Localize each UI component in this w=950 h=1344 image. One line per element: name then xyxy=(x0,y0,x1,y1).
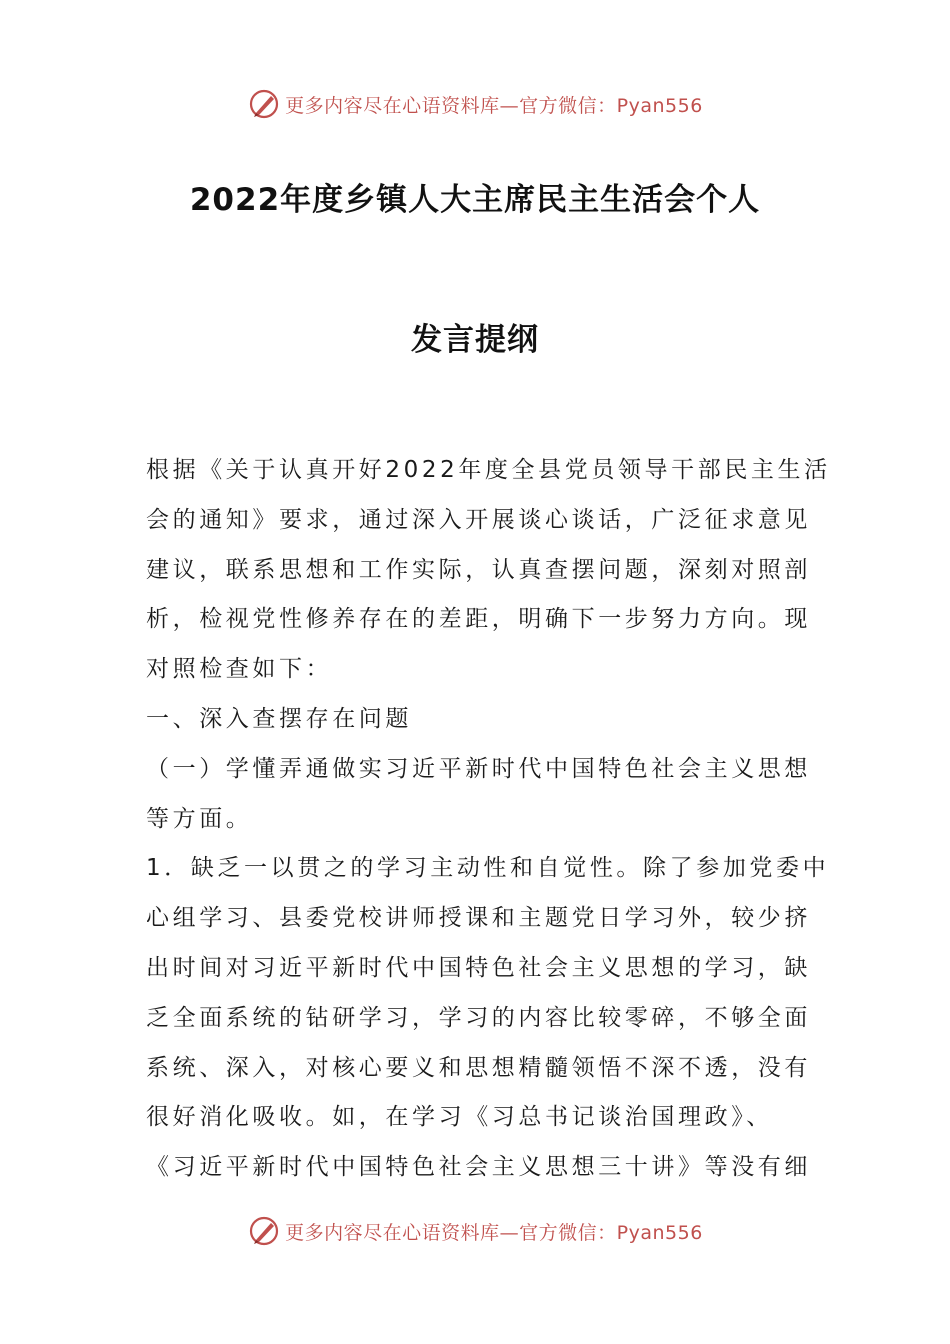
body-line: 很好消化吸收。如，在学习《习总书记谈治国理政》、 xyxy=(146,1104,773,1131)
body-line: 根据《关于认真开好2022年度全县党员领导干部民主生活 xyxy=(146,457,831,483)
body-line: 析，检视党性修养存在的差距，明确下一步努力方向。现 xyxy=(146,606,811,633)
watermark-footer xyxy=(0,1211,950,1251)
body-line: 等方面。 xyxy=(146,805,253,832)
body-line: 会的通知》要求，通过深入开展谈心谈话，广泛征求意见 xyxy=(146,506,811,533)
watermark-text: 更多内容尽在心语资料库—官方微信：Pyan556 xyxy=(285,94,703,117)
body-line: 对照检查如下： xyxy=(146,656,333,683)
body-line: 《习近平新时代中国特色社会主义思想三十讲》等没有细 xyxy=(146,1154,811,1181)
body-line: 心组学习、县委党校讲师授课和主题党日学习外，较少挤 xyxy=(146,905,811,932)
watermark-text: 更多内容尽在心语资料库—官方微信：Pyan556 xyxy=(285,1221,703,1244)
body-line: 乏全面系统的钻研学习，学习的内容比较零碎，不够全面 xyxy=(146,1004,811,1031)
subsection-heading: （一）学懂弄通做实习近平新时代中国特色社会主义思想 xyxy=(146,755,811,782)
body-line: 出时间对习近平新时代中国特色社会主义思想的学习，缺 xyxy=(146,954,811,981)
watermark-header xyxy=(0,84,950,124)
body-line: 系统、深入，对核心要义和思想精髓领悟不深不透，没有 xyxy=(146,1054,811,1081)
section-heading: 一、深入查摆存在问题 xyxy=(146,705,412,732)
document-title-line-1: 2022年度乡镇人大主席民主生活会个人 xyxy=(189,182,761,218)
document-title-line-2: 发言提纲 xyxy=(411,322,539,358)
document-body xyxy=(146,446,831,1193)
body-line: 建议，联系思想和工作实际，认真查摆问题，深刻对照剖 xyxy=(146,556,811,583)
body-line: 1．缺乏一以贯之的学习主动性和自觉性。除了参加党委中 xyxy=(146,855,830,882)
pen-circle-logo-icon xyxy=(247,1214,281,1248)
pen-circle-logo-icon xyxy=(247,87,281,121)
